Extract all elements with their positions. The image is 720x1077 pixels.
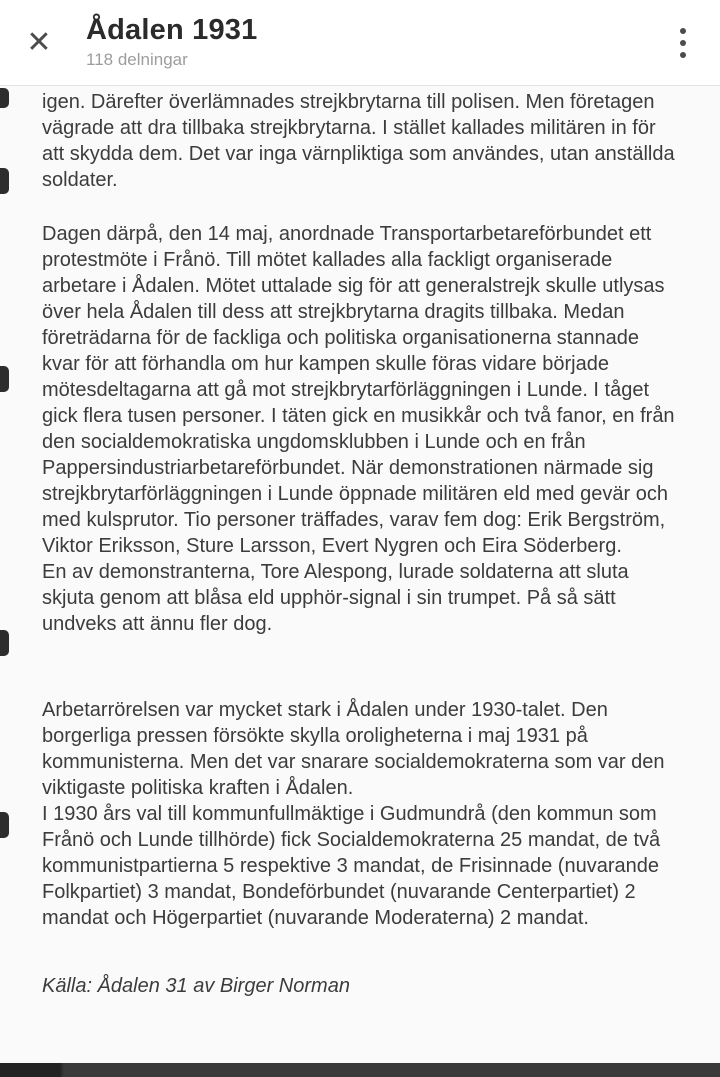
menu-dot xyxy=(680,52,686,58)
paragraph: Dagen därpå, den 14 maj, anordnade Transportarbetareförbundet ett protestmöte i Frånö. Till mötet kallades alla fackligt organiserade arbetare i Ådalen. Mötet uttalade sig för att generalstrejk skulle utlysas över hela Ådalen till dess att strejkbrytarna dragits tillbaka. Medan företrädarna för de fackliga och politiska organisationerna stannade kvar för att förhandla om hur kampen skulle föras vidare började mötesdeltagarna att gå mot strejkbrytarförläggningen i Lunde. I tåget gick flera tusen personer. I täten gick en musikkår och två fanor, en från den socialdemokratiska ungdomsklubben i Lunde och en från Pappersindustriarbetareförbundet. När demonstrationen närmade sig strejkbrytarförläggningen i Lunde öppnade militären eld med gevär och med kulsprutor. Tio personer träffades, varav fem dog: Erik Bergström, Viktor Eriksson, Sture Larsson, Evert Nygren och Eira Söderberg. xyxy=(42,223,675,557)
paragraph: I 1930 års val till kommunfullmäktige i Gudmundrå (den kommun som Frånö och Lunde tillhörde) fick Socialdemokraterna 25 mandat, de två kommunistpartierna 5 respektive 3 mandat, de Frisinnade (nuvarande Folkpartiet) 3 mandat, Bondeförbundet (nuvarande Centerpartiet) 2 mandat och Högerpartiet (nuvarande Moderaterna) 2 mandat. xyxy=(42,803,661,929)
title-block xyxy=(86,15,257,70)
article-content[interactable] xyxy=(0,86,720,999)
paragraph: En av demonstranterna, Tore Alespong, lurade soldaterna att sluta skjuta genom att blåsa eld upphör-signal i sin trumpet. På så sätt undveks att ännu fler dog. xyxy=(42,561,629,635)
left-edge-artifact xyxy=(0,88,9,108)
paragraph-group xyxy=(42,221,682,637)
close-icon[interactable]: ✕ xyxy=(6,28,72,58)
left-edge-artifact xyxy=(0,812,9,838)
app-bar xyxy=(0,0,720,86)
paragraph-group xyxy=(42,89,682,193)
share-count: 118 delningar xyxy=(86,49,188,69)
menu-dot xyxy=(680,28,686,34)
left-edge-artifact xyxy=(0,630,9,656)
left-edge-artifact xyxy=(0,168,9,194)
paragraph: Arbetarrörelsen var mycket stark i Ådalen under 1930-talet. Den borgerliga pressen försökte skylla oroligheterna i maj 1931 på kommunisterna. Men det var snarare socialdemokraterna som var den viktigaste politiska kraften i Ådalen. xyxy=(42,699,665,799)
paragraph-group xyxy=(42,697,682,931)
paragraph: igen. Därefter överlämnades strejkbrytarna till polisen. Men företagen vägrade att dra tillbaka strejkbrytarna. I stället kallades militären in för att skydda dem. Det var inga värnpliktiga som användes, utan anställda soldater. xyxy=(42,91,675,191)
overflow-menu-icon[interactable] xyxy=(670,20,696,66)
page-title: Ådalen 1931 xyxy=(86,14,258,47)
left-edge-artifact xyxy=(0,366,9,392)
source-citation: Källa: Ådalen 31 av Birger Norman xyxy=(42,975,350,997)
menu-dot xyxy=(680,40,686,46)
system-navigation-bar xyxy=(0,1063,720,1077)
